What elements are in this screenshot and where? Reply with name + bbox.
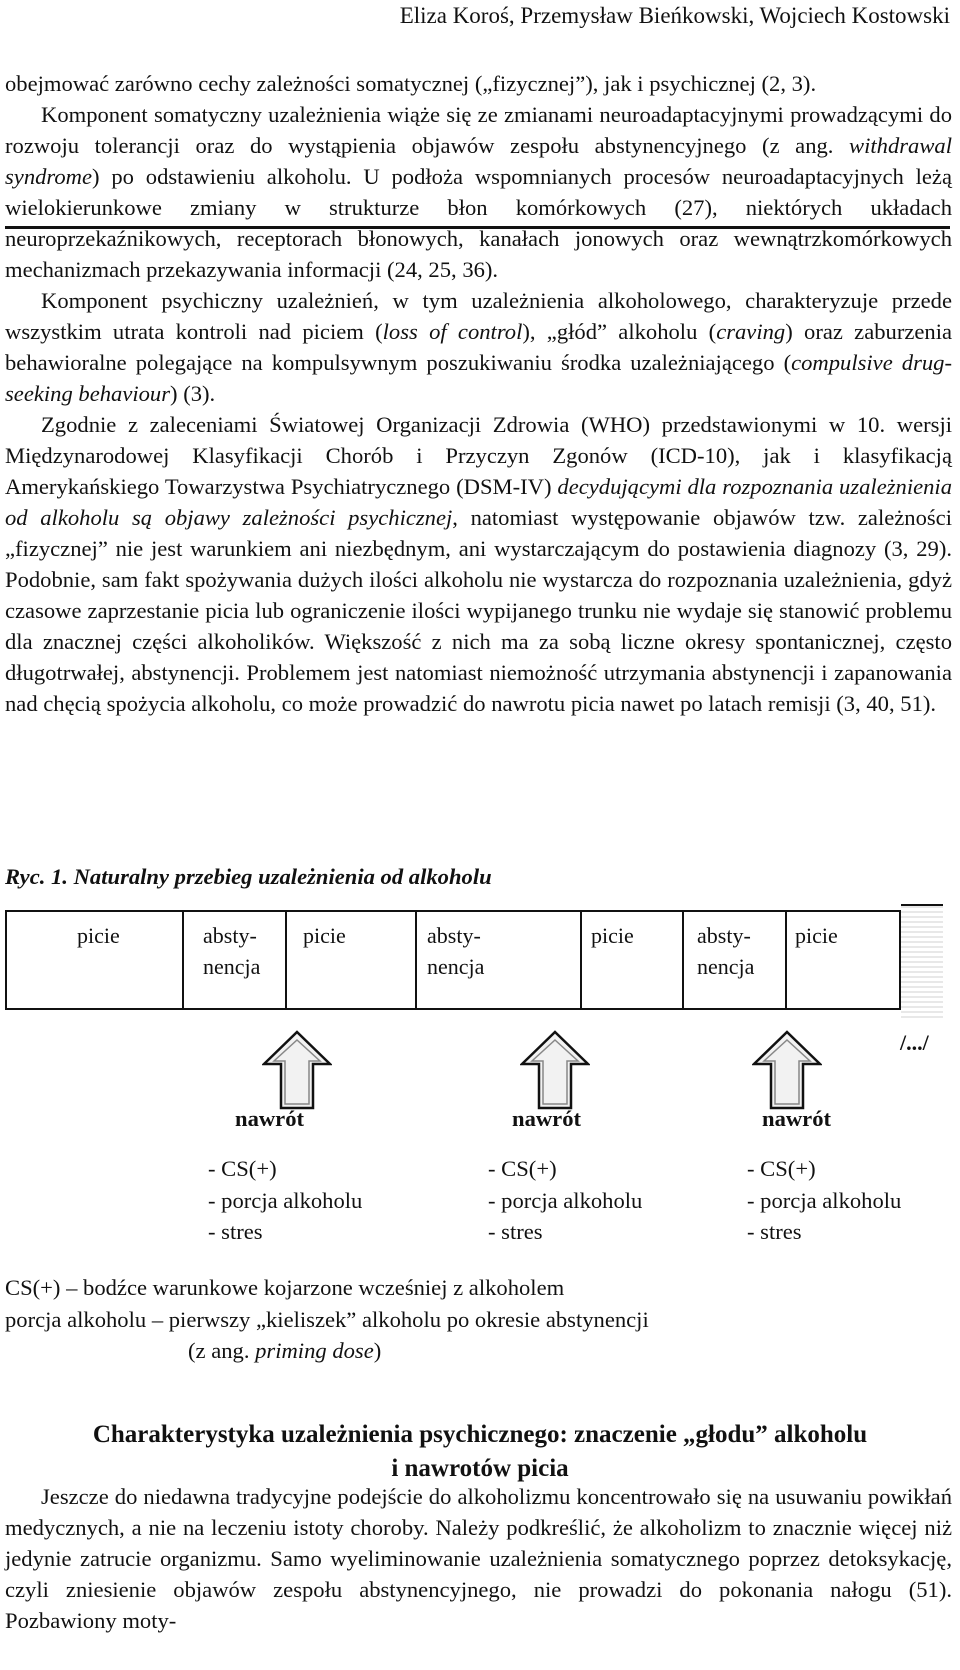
stage-label: picie	[77, 923, 120, 948]
stage-bar	[5, 910, 901, 1010]
legend-line: porcja alkoholu – pierwszy „kieliszek” alkoholu po okresie abstynencji	[5, 1306, 649, 1332]
list-item: - CS(+)	[747, 1156, 816, 1181]
figure-caption: Ryc. 1. Naturalny przebieg uzależnienia od alkoholu	[5, 864, 492, 889]
paragraph: Jeszcze do niedawna tradycyjne podejście do alkoholizmu koncentrowało się na usuwaniu powikłań medycznych, a nie na leczeniu istoty choroby. Należy podkreślić, że alkoholizm to znacznie więcej niż jedynie zatrucie organizmu. Samo wyeliminowanie uzależnienia somatycznego poprzez detoksykację, czyli zniesienie objawów zespołu abstynencyjnego, nie prowadzi do pokonania nałogu (51). Pozbawiony moty-	[5, 1484, 952, 1633]
legend-line: CS(+) – bodźce warunkowe kojarzone wcześniej z alkoholem	[5, 1275, 565, 1300]
list-item: - porcja alkoholu	[208, 1187, 363, 1213]
stage-divider	[415, 912, 417, 1008]
relapse-triggers-list	[488, 1153, 642, 1248]
up-arrow-icon	[752, 1030, 822, 1110]
paragraph: Komponent somatyczny uzależnienia wiąże się ze zmianami neuroadaptacyjnymi prowadzącymi do rozwoju tolerancji oraz do wystąpienia objawów zespołu abstynencyjnego (z ang. withdrawal syndrome) po odstawieniu alkoholu. U podłoża wspomnianych procesów neuroadaptacyjnych leżą wielokierunkowe zmiany w strukturze błon komórkowych (27), niektórych układach neuroprzekaźnikowych, receptorach błonowych, kanałach jonowych oraz wewnątrzkomórkowych mechanizmach przekazywania informacji (24, 25, 36).	[5, 102, 952, 282]
figure-legend	[5, 1272, 649, 1367]
stage-label: absty- nencja	[427, 923, 485, 979]
stage-divider	[182, 912, 184, 1008]
relapse-label: nawrót	[762, 1106, 832, 1131]
list-item: - stres	[208, 1219, 263, 1244]
stage-divider	[785, 912, 787, 1008]
paragraph: Komponent psychiczny uzależnień, w tym uzależnienia alkoholowego, charakteryzuje przede wszystkim utrata kontroli nad piciem (loss of control), „głód” alkoholu (craving) oraz zaburzenia behawioralne polegające na kompulsywnym poszukiwaniu środka uzależniającego (compulsive drug-seeking behaviour) (3).	[5, 288, 953, 406]
list-item: - CS(+)	[208, 1156, 277, 1181]
paragraph: Zgodnie z zaleceniami Światowej Organizacji Zdrowia (WHO) przedstawionymi w 10. wersji Międzynarodowej Klasyfikacji Chorób i Przyczyn Zgonów (ICD-10), jak i klasyfikacją Amerykańskiego Towarzystwa Psychiatrycznego (DSM-IV) decydującymi dla rozpoznania uzależnienia od alkoholu są objawy zależności psychicznej, natomiast występowanie objawów tzw. zależności „fizycznej” nie jest warunkiem ani niezbędnym, ani wystarczającym do postawienia diagnozy (3, 29). Podobnie, sam fakt spożywania dużych ilości alkoholu nie wystarcza do rozpoznania uzależnienia, gdyż czasowe zaprzestanie picia lub ograniczenie ilości wypijanego trunku nie wydaje się stanowić problemu dla znacznej części alkoholików. Większość z nich ma za sobą liczne okresy spontanicznej, często długotrwałej, abstynencji. Problemem jest natomiast niemożność utrzymania abstynencji i zapanowania nad chęcią spożycia alkoholu, co może prowadzić do nawrotu picia nawet po latach remisji (3, 40, 51).	[5, 412, 952, 716]
stage-label: picie	[591, 923, 634, 948]
up-arrow-icon	[520, 1030, 590, 1110]
stage-label: picie	[303, 923, 346, 948]
body-text-top	[5, 68, 952, 719]
list-item: - stres	[488, 1219, 543, 1244]
stage-label: picie	[795, 923, 838, 948]
list-item: - stres	[747, 1219, 802, 1244]
list-item: - porcja alkoholu	[488, 1187, 643, 1213]
relapse-label: nawrót	[235, 1106, 305, 1131]
paragraph: obejmować zarówno cechy zależności somatycznej („fizycznej”), jak i psychicznej (2, 3).	[5, 71, 817, 96]
running-head-authors: Eliza Koroś, Przemysław Bieńkowski, Wojciech Kostowski	[399, 3, 950, 28]
list-item: - porcja alkoholu	[747, 1187, 902, 1213]
body-text-bottom	[5, 1481, 952, 1636]
stage-divider	[285, 912, 287, 1008]
stage-divider	[580, 912, 582, 1008]
section-heading: Charakterystyka uzależnienia psychicznego: znaczenie „głodu” alkoholu i nawrotów picia	[92, 1421, 868, 1482]
stage-label: absty- nencja	[697, 923, 755, 979]
list-item: - CS(+)	[488, 1156, 557, 1181]
continuation-ellipsis: /.../	[900, 1030, 929, 1055]
legend-line: (z ang. priming dose)	[188, 1338, 382, 1363]
relapse-triggers-list	[747, 1153, 901, 1248]
stage-label: absty- nencja	[203, 923, 261, 979]
up-arrow-icon	[262, 1030, 332, 1110]
stage-divider	[682, 912, 684, 1008]
relapse-label: nawrót	[512, 1106, 582, 1131]
stage-bar-continuation	[901, 904, 943, 1018]
relapse-triggers-list	[208, 1153, 362, 1248]
